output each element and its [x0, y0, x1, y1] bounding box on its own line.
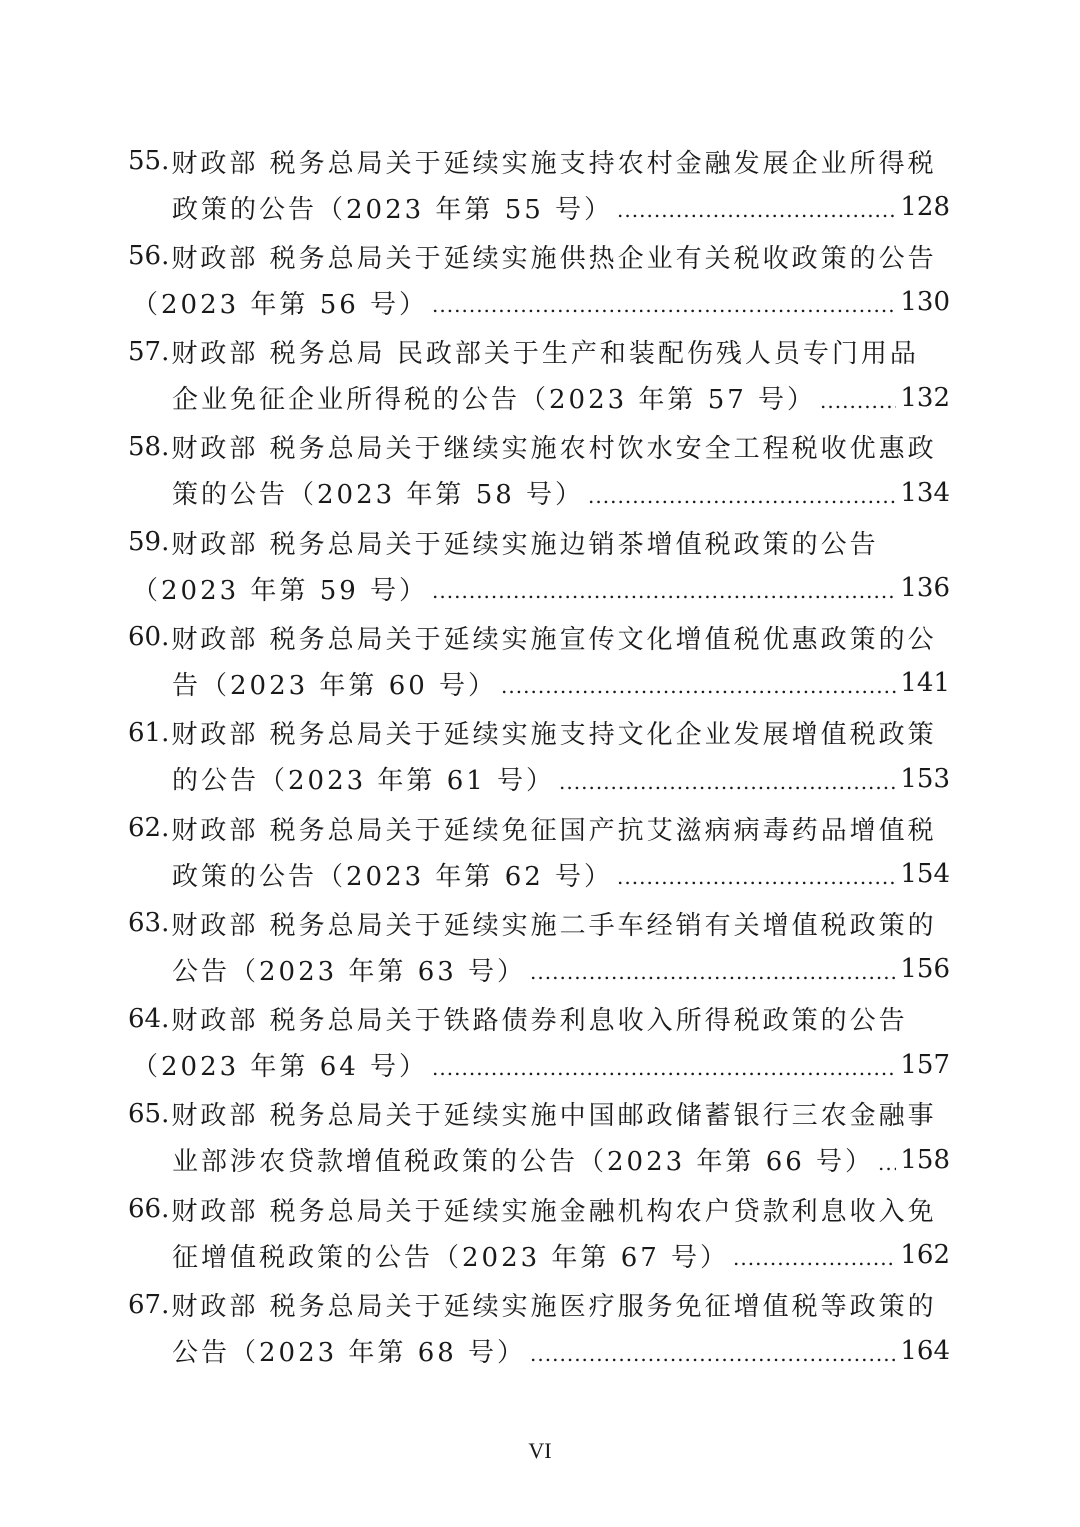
toc-entry-text-continued: 政策的公告（2023 年第 55 号） — [172, 194, 614, 225]
toc-entry-number: 60. — [128, 622, 170, 653]
toc-entry-number: 61. — [128, 717, 170, 748]
toc-entry-number: 66. — [128, 1194, 170, 1225]
toc-entry-text-continued: 公告（2023 年第 63 号） — [172, 956, 527, 987]
toc-entry[interactable] — [128, 233, 950, 328]
toc-entry[interactable] — [128, 138, 950, 233]
toc-entry-title — [128, 996, 950, 1042]
dot-leader — [432, 579, 896, 603]
dot-leader — [530, 1342, 896, 1366]
toc-entry[interactable] — [128, 424, 950, 519]
dot-leader — [878, 1151, 896, 1175]
toc-entry-text: 财政部 税务总局关于延续实施二手车经销有关增值税政策的 — [171, 910, 937, 941]
toc-page-number: 158 — [900, 1144, 950, 1175]
toc-entry-text-continued: 策的公告（2023 年第 58 号） — [172, 480, 585, 511]
toc-page-number: 132 — [900, 382, 950, 413]
toc-entry-continuation — [172, 1232, 950, 1278]
toc-entry-title — [128, 1091, 950, 1137]
toc-entry-text: 财政部 税务总局关于延续实施支持农村金融发展企业所得税 — [171, 148, 937, 179]
toc-page-number: 157 — [900, 1049, 950, 1080]
toc-entry-number: 56. — [128, 241, 170, 272]
toc-entry-continuation — [132, 565, 950, 611]
toc-entry-continuation — [172, 375, 950, 421]
dot-leader — [733, 1246, 896, 1270]
toc-entry[interactable] — [128, 1186, 950, 1281]
toc-entry-text: 财政部 税务总局关于延续免征国产抗艾滋病病毒药品增值税 — [171, 815, 937, 846]
dot-leader — [501, 674, 896, 698]
toc-entry-text: 财政部 税务总局关于延续实施中国邮政储蓄银行三农金融事 — [171, 1101, 937, 1132]
toc-entry-number: 62. — [128, 813, 170, 844]
toc-page-number: 134 — [900, 477, 950, 508]
toc-entry-continuation — [132, 279, 950, 325]
toc-page-number: 154 — [900, 859, 950, 890]
toc-entry-title — [128, 329, 950, 375]
toc-entry-number: 64. — [128, 1003, 170, 1034]
toc-entry-title — [128, 805, 950, 851]
toc-entry-text-continued: 的公告（2023 年第 61 号） — [172, 766, 556, 797]
toc-entry-number: 65. — [128, 1098, 170, 1129]
toc-entry-continuation — [172, 470, 950, 516]
toc-page-number: 156 — [900, 954, 950, 985]
toc-page-number: 153 — [900, 763, 950, 794]
toc-entry-text-continued: （2023 年第 64 号） — [132, 1052, 429, 1083]
dot-leader — [820, 389, 896, 413]
toc-entry-text: 财政部 税务总局关于延续实施金融机构农户贷款利息收入免 — [171, 1196, 937, 1227]
toc-entry-number: 57. — [128, 336, 170, 367]
toc-entry-text: 财政部 税务总局关于铁路债券利息收入所得税政策的公告 — [171, 1006, 908, 1037]
dot-leader — [432, 1056, 896, 1080]
page-number: VI — [528, 1438, 552, 1463]
toc-entry-title — [128, 710, 950, 756]
toc-entry-continuation — [172, 851, 950, 897]
toc-entry-continuation — [172, 756, 950, 802]
toc-entry[interactable] — [128, 519, 950, 614]
toc-entry-continuation — [172, 660, 950, 706]
toc-entry-title — [128, 900, 950, 946]
toc-page-number: 136 — [900, 573, 950, 604]
toc-entry[interactable] — [128, 1091, 950, 1186]
toc-entry-text-continued: 告（2023 年第 60 号） — [172, 670, 498, 701]
toc-entry-text-continued: 政策的公告（2023 年第 62 号） — [172, 861, 614, 892]
table-of-contents — [128, 138, 950, 1377]
toc-entry-text: 财政部 税务总局关于继续实施农村饮水安全工程税收优惠政 — [171, 434, 937, 465]
toc-entry-text-continued: （2023 年第 56 号） — [132, 289, 429, 320]
toc-entry-title — [128, 138, 950, 184]
toc-page-number: 162 — [900, 1240, 950, 1271]
toc-entry-text: 财政部 税务总局关于延续实施支持文化企业发展增值税政策 — [171, 720, 937, 751]
toc-entry-continuation — [172, 946, 950, 992]
toc-entry-continuation — [132, 1042, 950, 1088]
toc-page-number: 141 — [900, 668, 950, 699]
toc-entry-text-continued: 公告（2023 年第 68 号） — [172, 1338, 527, 1369]
toc-entry-number: 58. — [128, 431, 170, 462]
toc-entry-continuation — [172, 1328, 950, 1374]
toc-entry[interactable] — [128, 900, 950, 995]
toc-entry-text: 财政部 税务总局关于延续实施医疗服务免征增值税等政策的 — [171, 1292, 937, 1323]
dot-leader — [530, 960, 896, 984]
toc-entry[interactable] — [128, 329, 950, 424]
dot-leader — [617, 865, 896, 889]
toc-entry[interactable] — [128, 996, 950, 1091]
toc-entry-continuation — [172, 184, 950, 230]
toc-entry-text: 财政部 税务总局关于延续实施边销茶增值税政策的公告 — [171, 529, 879, 560]
toc-entry-continuation — [172, 1137, 950, 1183]
toc-entry-text: 财政部 税务总局 民政部关于生产和装配伤残人员专门用品 — [171, 339, 919, 370]
toc-entry-text-continued: 企业免征企业所得税的公告（2023 年第 57 号） — [172, 385, 817, 416]
toc-entry-title — [128, 233, 950, 279]
dot-leader — [617, 198, 896, 222]
toc-entry-text: 财政部 税务总局关于延续实施宣传文化增值税优惠政策的公 — [171, 624, 937, 655]
toc-entry[interactable] — [128, 1282, 950, 1377]
toc-page-number: 164 — [900, 1335, 950, 1366]
toc-entry-title — [128, 1186, 950, 1232]
toc-entry[interactable] — [128, 614, 950, 709]
toc-entry-number: 63. — [128, 908, 170, 939]
toc-page-number: 130 — [900, 287, 950, 318]
toc-entry-number: 55. — [128, 146, 170, 176]
toc-entry[interactable] — [128, 710, 950, 805]
toc-entry-number: 59. — [128, 527, 170, 558]
toc-entry-title — [128, 424, 950, 470]
toc-entry-text-continued: （2023 年第 59 号） — [132, 575, 429, 606]
dot-leader — [588, 484, 896, 508]
toc-entry-text-continued: 征增值税政策的公告（2023 年第 67 号） — [172, 1242, 730, 1273]
toc-page-number: 128 — [900, 192, 950, 222]
dot-leader — [559, 770, 896, 794]
toc-entry[interactable] — [128, 805, 950, 900]
toc-entry-title — [128, 1282, 950, 1328]
toc-entry-number: 67. — [128, 1289, 170, 1320]
toc-entry-title — [128, 519, 950, 565]
toc-entry-text: 财政部 税务总局关于延续实施供热企业有关税收政策的公告 — [171, 243, 937, 274]
dot-leader — [432, 293, 896, 317]
toc-entry-title — [128, 614, 950, 660]
toc-entry-text-continued: 业部涉农贷款增值税政策的公告（2023 年第 66 号） — [172, 1147, 875, 1178]
